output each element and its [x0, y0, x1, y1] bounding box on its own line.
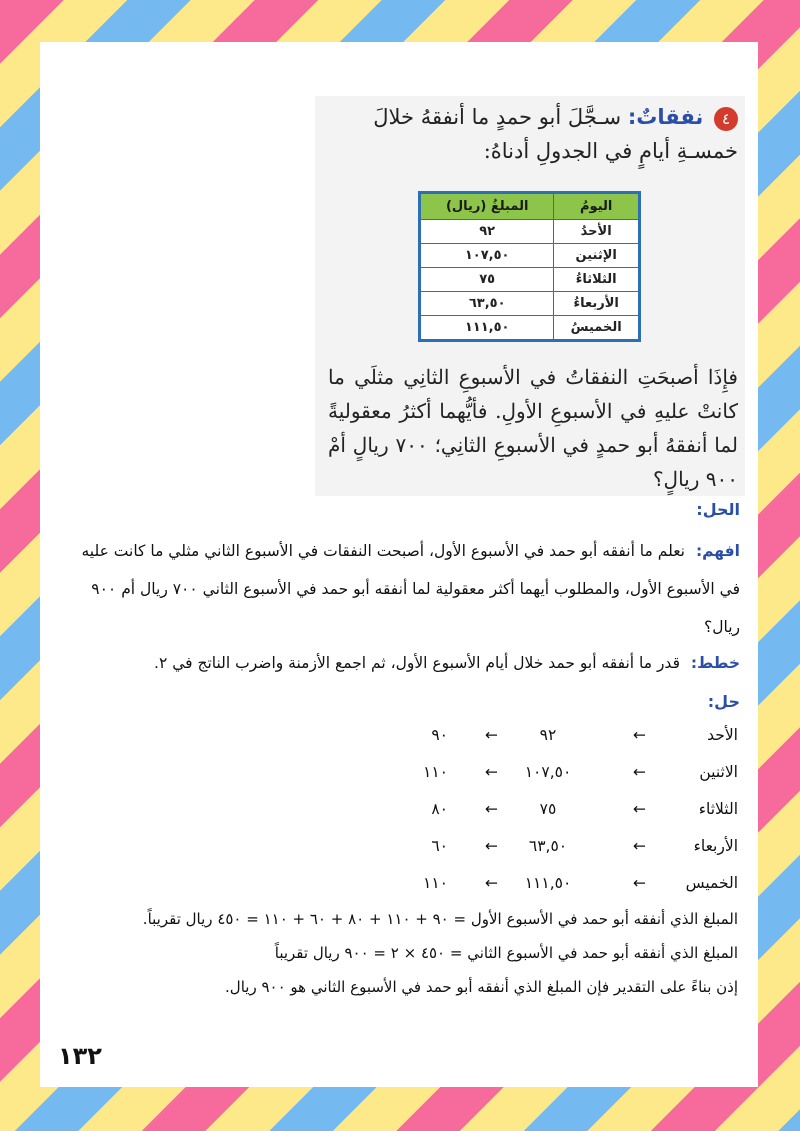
arrow-icon: ← [633, 763, 646, 781]
table-cell-amount: ١١١,٥٠ [420, 316, 554, 341]
table-row [420, 292, 640, 316]
table-header-amount: المبلغُ (ريال) [420, 193, 554, 220]
estimate-rounded: ٦٠ [431, 837, 448, 855]
estimate-value: ١٠٧,٥٠ [524, 763, 572, 781]
understand-paragraph [60, 532, 740, 646]
estimate-day: الخميس [685, 874, 738, 892]
plan-label: خطط: [690, 654, 740, 672]
week2-total-line: المبلغ الذي أنفقه أبو حمد في الأسبوع الثاني = ٤٥٠ × ٢ = ٩٠٠ ريال تقريباً [274, 944, 738, 962]
arrow-icon: ← [485, 763, 498, 781]
page [40, 42, 758, 1087]
table-header-row [420, 193, 640, 220]
arrow-icon: ← [485, 800, 498, 818]
arrow-icon: ← [633, 874, 646, 892]
table-cell-day: الثلاثاءُ [554, 268, 640, 292]
estimate-day: الاثنين [699, 763, 738, 781]
estimate-row [408, 726, 738, 756]
understand-label: افهم: [695, 542, 740, 560]
estimate-rounded: ٩٠ [431, 726, 448, 744]
table-cell-day: الخميسُ [554, 316, 640, 341]
estimate-rounded: ١١٠ [423, 763, 448, 781]
question-label: نفقاتٌ: [627, 105, 704, 129]
understand-text: نعلم ما أنفقه أبو حمد في الأسبوع الأول، أصبحت النفقات في الأسبوع الثاني مثلي ما كانت عليه في الأسبوع الأول، والمطلوب أيهما أكثر معقولية لما أنفقه أبو حمد في الأسبوع الثاني ٧٠٠ ريال أم ٩٠٠ ريال؟ [81, 542, 740, 636]
estimate-row [408, 763, 738, 793]
table-cell-amount: ٦٣,٥٠ [420, 292, 554, 316]
estimate-value: ٧٥ [539, 800, 557, 818]
table-row [420, 268, 640, 292]
solution-title: الحل: [696, 500, 740, 519]
plan-paragraph [60, 644, 740, 682]
question-intro-text: سـجَّلَ أبو حمدٍ ما أنفقهُ خلالَ خمسـةِ أيامٍ في الجدولِ أدناهُ: [373, 105, 738, 163]
table-cell-day: الإثنين [554, 244, 640, 268]
table-header-day: اليومُ [554, 193, 640, 220]
arrow-icon: ← [633, 726, 646, 744]
arrow-icon: ← [633, 800, 646, 818]
table-cell-amount: ٧٥ [420, 268, 554, 292]
plan-text: قدر ما أنفقه أبو حمد خلال أيام الأسبوع الأول، ثم اجمع الأزمنة واضرب الناتج في ٢. [154, 654, 680, 672]
table-cell-day: الأربعاءُ [554, 292, 640, 316]
estimate-value: ٩٢ [539, 726, 557, 744]
question-intro [318, 100, 738, 168]
expenses-table [418, 191, 641, 342]
arrow-icon: ← [485, 726, 498, 744]
table-row [420, 316, 640, 341]
estimate-rounded: ١١٠ [423, 874, 448, 892]
page-number: ١٣٢ [58, 1042, 102, 1070]
estimate-row [408, 837, 738, 867]
estimate-day: الأحد [707, 726, 738, 744]
table-cell-amount: ٩٢ [420, 220, 554, 244]
estimate-value: ٦٣,٥٠ [528, 837, 568, 855]
arrow-icon: ← [485, 837, 498, 855]
arrow-icon: ← [633, 837, 646, 855]
arrow-icon: ← [485, 874, 498, 892]
question-body: فإِذَا أصبحَتِ النفقاتُ في الأسبوعِ الثانِي مثلَي ما كانتْ عليهِ في الأسبوعِ الأولِ. فأيُّهما أكثرُ معقوليةً لما أنفقهُ أبو حمدٍ في الأسبوعِ الثانِي؛ ٧٠٠ ريالٍ أمْ ٩٠٠ ريالٍ؟ [328, 365, 738, 491]
estimate-day: الأربعاء [693, 837, 738, 855]
estimate-day: الثلاثاء [698, 800, 738, 818]
estimate-rounded: ٨٠ [431, 800, 448, 818]
table-row [420, 244, 640, 268]
question-number-badge: ٤ [714, 107, 738, 131]
table-row [420, 220, 640, 244]
estimate-row [408, 800, 738, 830]
table-cell-amount: ١٠٧,٥٠ [420, 244, 554, 268]
estimate-value: ١١١,٥٠ [524, 874, 572, 892]
estimate-row [408, 874, 738, 904]
conclusion-line: إذن بناءً على التقدير فإن المبلغ الذي أنفقه أبو حمد في الأسبوع الثاني هو ٩٠٠ ريال. [225, 978, 738, 996]
solve-label: حل: [707, 692, 740, 711]
week1-total-line: المبلغ الذي أنفقه أبو حمد في الأسبوع الأول = ٩٠ + ١١٠ + ٨٠ + ٦٠ + ١١٠ = ٤٥٠ ريال تقريباً. [142, 910, 738, 928]
table-cell-day: الأحدُ [554, 220, 640, 244]
